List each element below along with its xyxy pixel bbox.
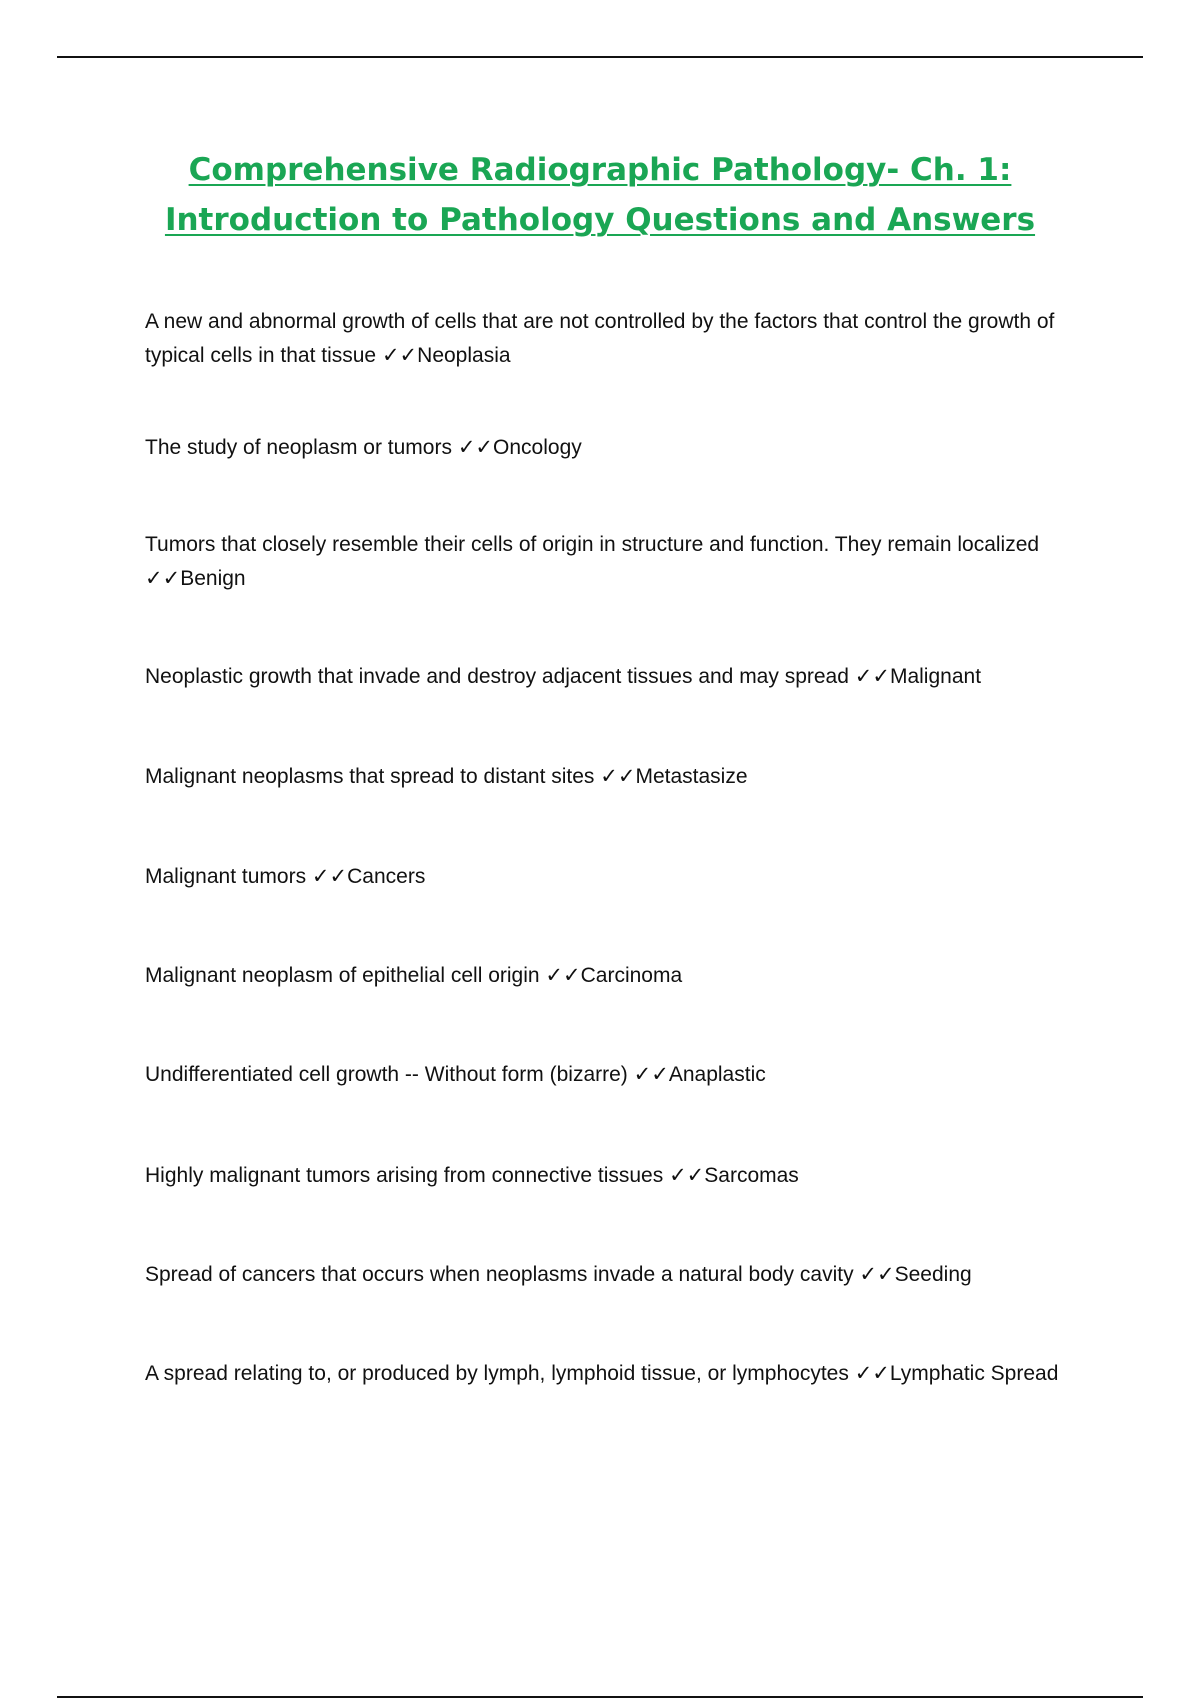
title-line-2: Introduction to Pathology Questions and Answers: [164, 202, 1036, 238]
question: Neoplastic growth that invade and destroy adjacent tissues and may spread: [145, 665, 849, 688]
check-marks-icon: ✓✓: [854, 1362, 890, 1385]
qa-item-lymphatic-spread: [145, 1357, 1065, 1391]
check-marks-icon: ✓✓: [600, 765, 636, 788]
question: Tumors that closely resemble their cells of origin in structure and function. They remain localized: [145, 533, 1040, 556]
document-title: [120, 145, 1080, 245]
answer: Neoplasia: [417, 344, 511, 367]
answer: Malignant: [889, 665, 982, 688]
qa-item-sarcomas: [145, 1159, 1065, 1193]
check-marks-icon: ✓✓: [545, 964, 581, 987]
question: Malignant tumors: [145, 865, 307, 888]
check-marks-icon: ✓✓: [854, 665, 890, 688]
answer: Metastasize: [635, 765, 748, 788]
qa-item-oncology: [145, 431, 1065, 465]
qa-item-neoplasia: [145, 305, 1065, 373]
check-marks-icon: ✓✓: [457, 436, 494, 459]
answer: Sarcomas: [704, 1164, 799, 1187]
qa-item-anaplastic: [145, 1058, 1065, 1092]
answer: Oncology: [493, 436, 582, 459]
qa-list: [145, 305, 1065, 1391]
answer: Anaplastic: [668, 1063, 766, 1086]
question: Undifferentiated cell growth -- Without form (bizarre): [145, 1063, 628, 1086]
check-marks-icon: ✓✓: [633, 1063, 669, 1086]
question: The study of neoplasm or tumors: [145, 436, 452, 459]
answer: Lymphatic Spread: [889, 1362, 1059, 1385]
answer: Benign: [180, 567, 246, 590]
answer: Carcinoma: [580, 964, 683, 987]
answer: Seeding: [894, 1263, 972, 1286]
question: Highly malignant tumors arising from connective tissues: [145, 1164, 664, 1187]
qa-item-cancers: [145, 860, 1065, 894]
question: Spread of cancers that occurs when neoplasms invade a natural body cavity: [145, 1263, 854, 1286]
check-marks-icon: ✓✓: [669, 1164, 705, 1187]
question: Malignant neoplasm of epithelial cell origin: [145, 964, 540, 987]
check-marks-icon: ✓✓: [381, 344, 418, 367]
question: A new and abnormal growth of cells that are not controlled by the factors that control the growth of typical cells in that tissue: [145, 310, 1055, 367]
question: Malignant neoplasms that spread to distant sites: [145, 765, 595, 788]
qa-item-malignant: [145, 660, 1065, 694]
answer: Cancers: [347, 865, 426, 888]
check-marks-icon: ✓✓: [311, 865, 348, 888]
qa-item-benign: [145, 528, 1065, 596]
check-marks-icon: ✓✓: [145, 567, 181, 590]
qa-item-seeding: [145, 1258, 1065, 1292]
qa-item-carcinoma: [145, 959, 1065, 993]
top-rule: [57, 56, 1143, 58]
question: A spread relating to, or produced by lymph, lymphoid tissue, or lymphocytes: [145, 1362, 849, 1385]
bottom-rule: [57, 1696, 1143, 1698]
qa-item-metastasize: [145, 760, 1065, 794]
check-marks-icon: ✓✓: [859, 1263, 895, 1286]
title-line-1: Comprehensive Radiographic Pathology- Ch. 1:: [188, 152, 1012, 188]
